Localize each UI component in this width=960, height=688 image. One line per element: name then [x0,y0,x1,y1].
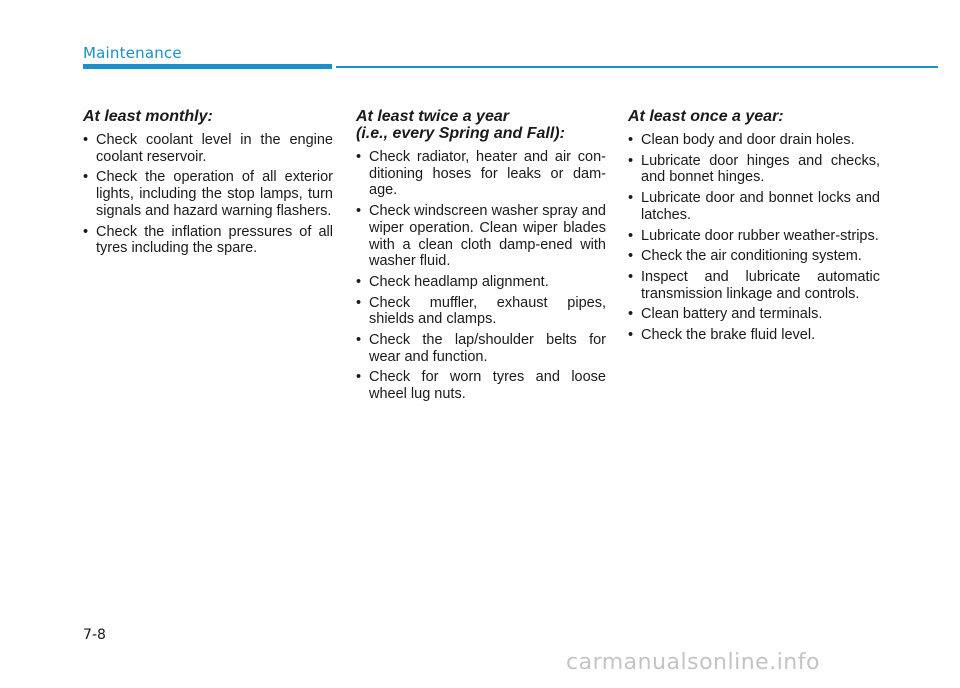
watermark: carmanualsonline.info [566,650,820,675]
list-item: • Check muffler, exhaust pipes, shields and clamps. [356,295,606,328]
column-heading [356,108,606,142]
header-rule-thin [336,66,938,68]
list-item: • Lubricate door hinges and checks, and bonnet hinges. [628,153,880,186]
checklist [356,149,606,403]
list-item: • Check the operation of all exterior lights, including the stop lamps, turn signals and hazard warning flashers. [83,169,333,219]
list-item: • Check the brake fluid level. [628,327,880,344]
list-item: • Check coolant level in the engine coolant reservoir. [83,132,333,165]
column-heading-line: At least twice a year [356,108,509,125]
column-heading [83,108,333,125]
column-heading-line: At least monthly: [83,108,213,125]
list-item: • Check headlamp alignment. [356,274,606,291]
column-once-a-year [628,108,880,348]
section-title: Maintenance [83,44,182,62]
column-monthly [83,108,333,261]
list-item: • Check radiator, heater and air con-ditioning hoses for leaks or dam-age. [356,149,606,199]
list-item: • Check the air conditioning system. [628,248,880,265]
list-item: • Clean body and door drain holes. [628,132,880,149]
column-heading-line: At least once a year: [628,108,784,125]
column-heading [628,108,880,125]
column-heading-line: (i.e., every Spring and Fall): [356,125,565,142]
list-item: • Lubricate door and bonnet locks and latches. [628,190,880,223]
checklist [83,132,333,257]
page-number: 7-8 [83,627,106,643]
checklist [628,132,880,344]
column-twice-a-year [356,108,606,407]
list-item: • Check windscreen washer spray and wiper operation. Clean wiper blades with a clean cloth damp-ened with washer fluid. [356,203,606,270]
list-item: • Inspect and lubricate automatic transmission linkage and controls. [628,269,880,302]
list-item: • Check the inflation pressures of all tyres including the spare. [83,224,333,257]
list-item: • Clean battery and terminals. [628,306,880,323]
list-item: • Check for worn tyres and loose wheel lug nuts. [356,369,606,402]
header-rule-thick [83,64,332,69]
list-item: • Lubricate door rubber weather-strips. [628,228,880,245]
list-item: • Check the lap/shoulder belts for wear and function. [356,332,606,365]
